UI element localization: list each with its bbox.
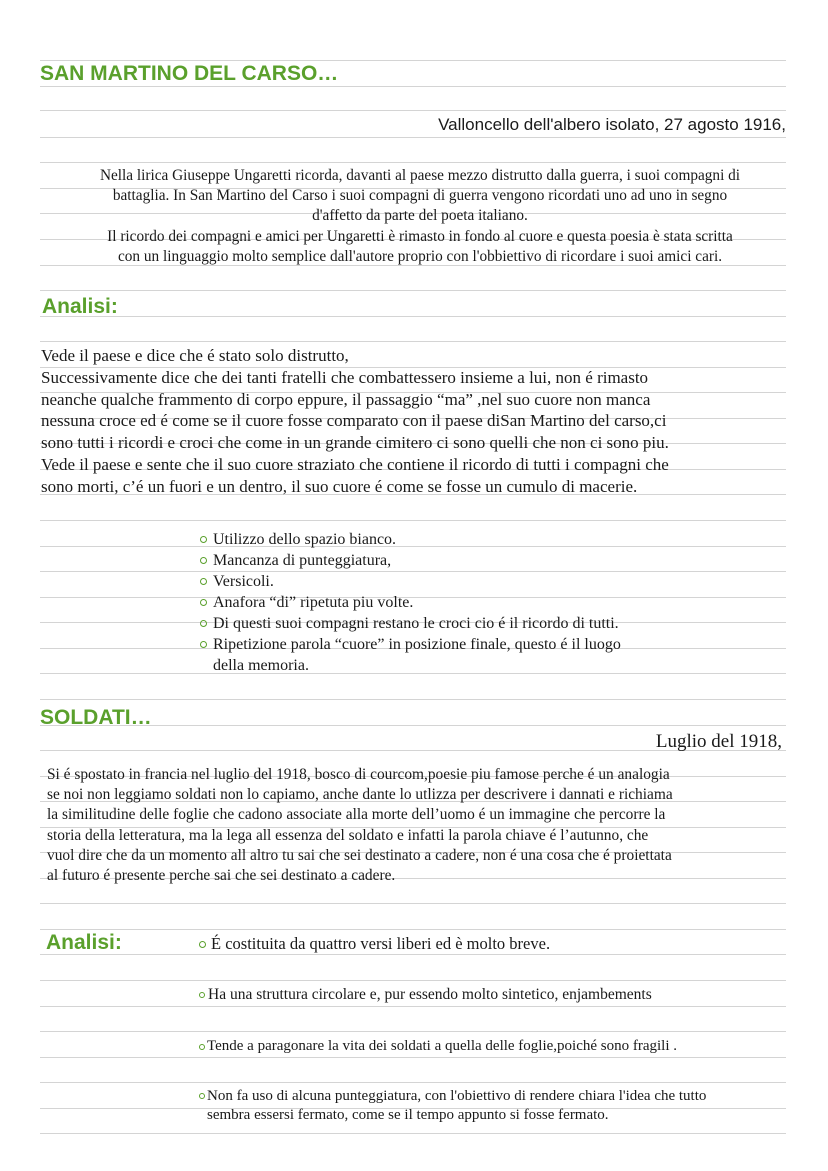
bullet-text: della memoria. [213,657,309,674]
rule-line [40,1082,786,1083]
analysis-line: Vede il paese e sente che il suo cuore straziato che contiene il ricordo di tutti i compagni che [41,454,669,474]
rule-line [40,520,786,521]
list-item [200,571,621,592]
paragraph-line: vuol dire che da un momento all altro tu sai che sei destinato a cadere, non é una cosa che é proiettata [47,846,672,864]
section1-analysis-heading: Analisi: [42,295,118,318]
list-item-continuation [200,655,621,676]
section2-paragraph [47,765,797,886]
list-item [199,1038,677,1055]
bullet-text: Ha una struttura circolare e, pur essendo molto sintetico, enjambements [208,986,652,1003]
section1-title: SAN MARTINO DEL CARSO… [40,62,339,85]
rule-line [40,341,786,342]
list-item-continuation [207,1106,609,1125]
bullet-icon [199,1044,205,1050]
analysis-line: Successivamente dice che dei tanti fratelli che combattessero insieme a lui, non é rimasto [41,367,649,387]
paragraph-line: Si é spostato in francia nel luglio del 1918, bosco di courcom,poesie piu famose perche é un analogia [47,766,670,783]
bullet-text: Tende a paragonare la vita dei soldati a quella delle foglie,poiché sono fragili . [207,1038,678,1054]
list-item [199,1087,706,1106]
rule-line [40,1133,786,1134]
rule-line [40,1031,786,1032]
rule-line [40,929,786,930]
bullet-text: sembra essersi fermato, come se il tempo appunto si fosse fermato. [207,1107,609,1123]
bullet-text: Mancanza di punteggiatura, [213,552,392,569]
bullet-text: Versicoli. [213,573,274,590]
intro-line: battaglia. In San Martino del Carso i suoi compagni di guerra vengono ricordati uno ad uno in segno [112,187,728,205]
section1-intro [40,166,800,267]
rule-line [40,137,786,138]
bullet-icon [200,557,207,564]
list-item [199,986,652,1004]
analysis-line: nessuna croce ed é come se il cuore fosse comparato con il paese diSan Martino del carso,ci [41,411,667,431]
section2-analysis-heading: Analisi: [46,931,122,954]
rule-line [40,1057,786,1058]
rule-line [40,316,786,317]
rule-line [40,954,786,955]
list-item [199,934,550,954]
analysis-line: neanche qualche frammento di corpo eppure, il passaggio “ma” ,nel suo cuore non manca [41,389,651,409]
rule-line [40,903,786,904]
section2-title: SOLDATI… [40,706,152,729]
bullet-text: Anafora “di” ripetuta piu volte. [213,594,414,611]
section1-bullet-list [200,529,621,676]
list-item [200,592,621,613]
bullet-icon [200,536,207,543]
list-item [200,529,621,550]
intro-line: Il ricordo dei compagni e amici per Ungaretti è rimasto in fondo al cuore e questa poesia è stata scritta [107,227,733,245]
bullet-icon [200,599,207,606]
paragraph-line: storia della letteratura, ma la lega all essenza del soldato e infatti la parola chiave é l’autunno, che [47,826,649,844]
paragraph-line: al futuro é presente perche sai che sei destinato a cadere. [47,867,396,885]
intro-line: Nella lirica Giuseppe Ungaretti ricorda, davanti al paese mezzo distrutto dalla guerra, i suoi compagni di [99,167,741,184]
rule-line [40,725,786,726]
bullet-text: Non fa uso di alcuna punteggiatura, con l'obiettivo di rendere chiara l'idea che tutto [207,1088,707,1104]
bullet-icon [200,620,207,627]
bullet-text: Di questi suoi compagni restano le croci cio é il ricordo di tutti. [213,615,619,632]
rule-line [40,60,786,61]
bullet-text: Utilizzo dello spazio bianco. [213,531,397,548]
list-item [200,550,621,571]
bullet-text: É costituita da quattro versi liberi ed è molto breve. [211,934,551,953]
bullet-text: Ripetizione parola “cuore” in posizione finale, questo é il luogo [213,636,621,653]
analysis-line: sono tutti i ricordi e croci che come in un grande cimitero ci sono quelli che non ci sono piu. [41,433,669,453]
bullet-icon [200,641,207,648]
section1-analysis-paragraph [41,345,801,498]
paragraph-line: se noi non leggiamo soldati non lo capiamo, anche dante lo utlizza per descrivere i dannati e richiama [47,786,673,804]
rule-line [40,290,786,291]
analysis-line: Vede il paese e dice che é stato solo distrutto, [41,346,349,365]
list-item [200,613,621,634]
section2-dateline: Luglio del 1918, [655,731,782,752]
bullet-icon [199,941,206,948]
list-item [200,634,621,655]
intro-line: con un linguaggio molto semplice dall'autore proprio con l'obbiettivo di ricordare i suoi amici cari. [117,247,723,265]
rule-line [40,980,786,981]
bullet-icon [199,992,205,998]
section1-dateline: Valloncello dell'albero isolato, 27 agosto 1916, [438,115,786,134]
rule-line [40,86,786,87]
rule-line [40,1006,786,1007]
paragraph-line: la similitudine delle foglie che cadono associate alla morte dell’uomo é un immagine che percorre la [47,806,666,824]
analysis-line: sono morti, c’é un fuori e un dentro, il suo cuore é come se fosse un cumulo di macerie. [41,476,638,496]
rule-line [40,162,786,163]
rule-line [40,110,786,111]
intro-line: d'affetto da parte del poeta italiano. [312,207,528,225]
rule-line [40,699,786,700]
bullet-icon [200,578,207,585]
bullet-icon [199,1093,205,1099]
